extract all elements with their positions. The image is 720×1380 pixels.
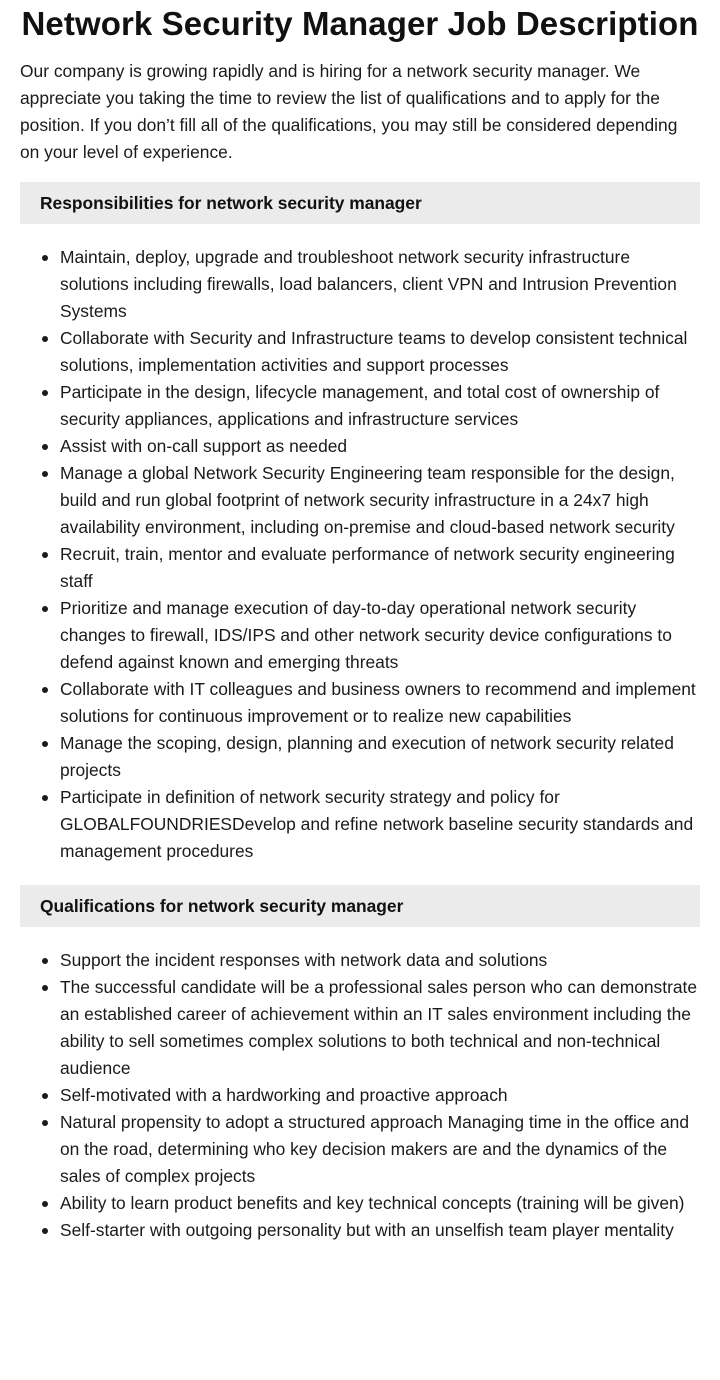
list-item: Assist with on-call support as needed [20, 433, 700, 460]
responsibilities-list [20, 244, 700, 865]
list-item: Recruit, train, mentor and evaluate performance of network security engineering staff [20, 541, 700, 595]
list-item: Collaborate with IT colleagues and business owners to recommend and implement solutions for continuous improvement or to realize new capabilities [20, 676, 700, 730]
qualifications-list [20, 947, 700, 1244]
responsibilities-heading: Responsibilities for network security manager [20, 182, 700, 224]
list-item: Manage the scoping, design, planning and execution of network security related projects [20, 730, 700, 784]
section-spacer [20, 865, 700, 869]
list-item: Prioritize and manage execution of day-to-day operational network security changes to firewall, IDS/IPS and other network security device configurations to defend against known and emerging threats [20, 595, 700, 676]
list-item: Collaborate with Security and Infrastructure teams to develop consistent technical solutions, implementation activities and support processes [20, 325, 700, 379]
list-item: The successful candidate will be a professional sales person who can demonstrate an established career of achievement within an IT sales environment including the ability to sell sometimes complex solutions to both technical and non-technical audience [20, 974, 700, 1082]
list-item: Manage a global Network Security Engineering team responsible for the design, build and run global footprint of network security infrastructure in a 24x7 high availability environment, including on-premise and cloud-based network security [20, 460, 700, 541]
list-item: Maintain, deploy, upgrade and troubleshoot network security infrastructure solutions including firewalls, load balancers, client VPN and Intrusion Prevention Systems [20, 244, 700, 325]
list-item: Natural propensity to adopt a structured approach Managing time in the office and on the road, determining who key decision makers are and the dynamics of the sales of complex projects [20, 1109, 700, 1190]
list-item: Self-starter with outgoing personality but with an unselfish team player mentality [20, 1217, 700, 1244]
list-item: Participate in definition of network security strategy and policy for GLOBALFOUNDRIESDevelop and refine network baseline security standards and management procedures [20, 784, 700, 865]
page-title: Network Security Manager Job Description [21, 5, 699, 42]
list-item: Self-motivated with a hardworking and proactive approach [20, 1082, 700, 1109]
intro-paragraph: Our company is growing rapidly and is hiring for a network security manager. We appreciate you taking the time to review the list of qualifications and to apply for the position. If you don’t fill all of the qualifications, you may still be considered depending on your level of experience. [20, 61, 678, 162]
list-item: Ability to learn product benefits and key technical concepts (training will be given) [20, 1190, 700, 1217]
list-item: Support the incident responses with network data and solutions [20, 947, 700, 974]
list-item: Participate in the design, lifecycle management, and total cost of ownership of security appliances, applications and infrastructure services [20, 379, 700, 433]
qualifications-heading: Qualifications for network security manager [20, 885, 700, 927]
